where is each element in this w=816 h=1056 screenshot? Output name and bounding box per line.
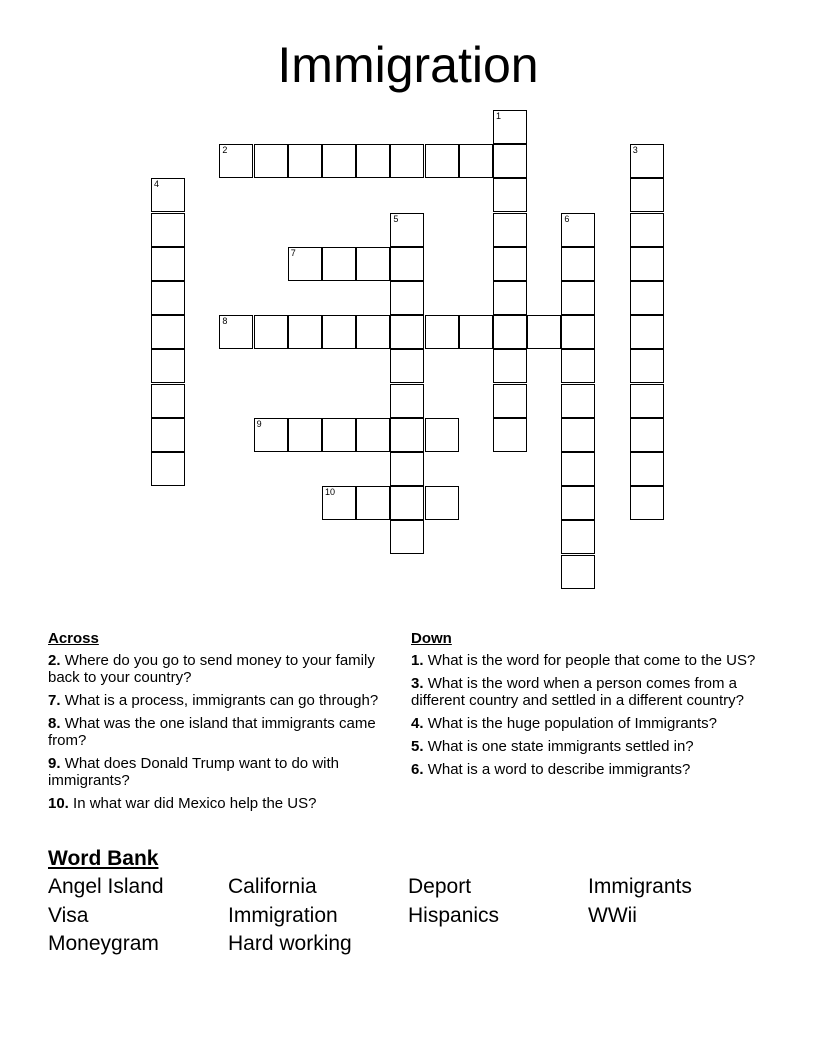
word-bank-item: Hispanics (408, 903, 500, 927)
grid-cell (390, 520, 424, 554)
grid-cell (630, 418, 664, 452)
word-bank-item: Immigration (228, 903, 338, 927)
grid-cell (151, 384, 185, 418)
grid-cell (425, 418, 459, 452)
grid-cell (561, 486, 595, 520)
grid-cell (493, 315, 527, 349)
word-bank-item: WWii (588, 903, 637, 927)
grid-cell (390, 418, 424, 452)
grid-cell (288, 144, 322, 178)
grid-cell (288, 418, 322, 452)
grid-cell (356, 486, 390, 520)
grid-cell (356, 418, 390, 452)
grid-cell (459, 315, 493, 349)
grid-cell (390, 349, 424, 383)
grid-cell (390, 452, 424, 486)
grid-cell (356, 247, 390, 281)
grid-cell (630, 281, 664, 315)
clue-number: 3 (632, 145, 638, 156)
down-clue-4: 4. What is the huge population of Immigrants? (411, 715, 718, 732)
grid-cell (630, 315, 664, 349)
grid-cell (630, 144, 664, 178)
grid-cell (390, 247, 424, 281)
word-bank (48, 873, 768, 959)
grid-cell (493, 418, 527, 452)
down-clue-5: 5. What is one state immigrants settled in? (411, 738, 694, 755)
grid-cell (493, 178, 527, 212)
grid-cell (561, 281, 595, 315)
grid-cell (151, 315, 185, 349)
grid-cell (254, 418, 288, 452)
grid-cell (561, 349, 595, 383)
grid-cell (561, 213, 595, 247)
word-bank-item: Deport (408, 875, 472, 898)
clue-number: 8 (222, 316, 228, 327)
grid-cell (390, 486, 424, 520)
down-clue-6: 6. What is a word to describe immigrants? (411, 761, 691, 778)
grid-cell (151, 452, 185, 486)
grid-cell (219, 315, 253, 349)
grid-cell (151, 178, 185, 212)
across-clue-8: 8. What was the one island that immigrants came from? (48, 715, 376, 749)
page-title: Immigration (277, 37, 539, 93)
clue-number: 2 (222, 145, 228, 156)
grid-cell (630, 178, 664, 212)
clue-number: 1 (496, 111, 502, 121)
grid-cell (425, 315, 459, 349)
grid-cell (561, 247, 595, 281)
across-clue-2: 2. Where do you go to send money to your family back to your country? (48, 652, 375, 686)
down-clues (411, 630, 756, 784)
grid-cell (151, 418, 185, 452)
clue-number: 9 (256, 418, 262, 429)
across-clue-7: 7. What is a process, immigrants can go through? (48, 692, 379, 709)
grid-cell (390, 144, 424, 178)
word-bank-item: Moneygram (48, 932, 159, 955)
grid-cell (288, 315, 322, 349)
word-bank-item: Immigrants (588, 875, 692, 898)
grid-cell (459, 144, 493, 178)
grid-cell (561, 315, 595, 349)
across-heading: Across (48, 630, 99, 647)
grid-cell (322, 486, 356, 520)
grid-cell (151, 213, 185, 247)
grid-cell (630, 213, 664, 247)
grid-cell (527, 315, 561, 349)
grid-cell (630, 247, 664, 281)
grid-cell (356, 315, 390, 349)
grid-cell (288, 247, 322, 281)
grid-cell (630, 384, 664, 418)
clue-number: 6 (564, 213, 570, 224)
grid-cell (425, 486, 459, 520)
grid-cell (493, 247, 527, 281)
grid-cell (493, 144, 527, 178)
grid-cell (390, 281, 424, 315)
word-bank-heading: Word Bank (48, 847, 159, 870)
clue-number: 5 (393, 213, 399, 224)
grid-cell (630, 452, 664, 486)
across-clue-9: 9. What does Donald Trump want to do with immigrants? (48, 755, 339, 789)
word-bank-item: Hard working (228, 932, 352, 955)
grid-cell (390, 315, 424, 349)
grid-cell (151, 349, 185, 383)
grid-cell (322, 418, 356, 452)
grid-cell (561, 384, 595, 418)
grid-cell (254, 144, 288, 178)
word-bank-item: California (228, 875, 317, 898)
grid-cell (151, 281, 185, 315)
clue-number: 10 (325, 487, 336, 498)
grid-cell (390, 213, 424, 247)
grid-cell (561, 452, 595, 486)
grid-cell (219, 144, 253, 178)
grid-cell (561, 418, 595, 452)
grid-cell (390, 384, 424, 418)
grid-cell (493, 281, 527, 315)
grid-cell (493, 349, 527, 383)
grid-cell (322, 144, 356, 178)
word-bank-item: Angel Island (48, 875, 164, 898)
grid-cell (630, 486, 664, 520)
word-bank-item: Visa (48, 903, 89, 927)
grid-cell (322, 247, 356, 281)
grid-cell (493, 384, 527, 418)
grid-cell (356, 144, 390, 178)
grid-cell (561, 555, 595, 589)
down-clue-1: 1. What is the word for people that come to the US? (411, 652, 756, 669)
grid-cell (493, 213, 527, 247)
across-clues (48, 630, 393, 818)
clue-number: 7 (290, 247, 296, 258)
across-clue-10: 10. In what war did Mexico help the US? (48, 795, 317, 812)
grid-cell (493, 110, 527, 144)
grid-cell (322, 315, 356, 349)
down-clue-3: 3. What is the word when a person comes from a different country and settled in a different country? (411, 675, 744, 709)
clue-number: 4 (154, 179, 160, 190)
grid-cell (425, 144, 459, 178)
grid-cell (630, 349, 664, 383)
grid-cell (561, 520, 595, 554)
down-heading: Down (411, 630, 452, 647)
grid-cell (151, 247, 185, 281)
grid-cell (254, 315, 288, 349)
